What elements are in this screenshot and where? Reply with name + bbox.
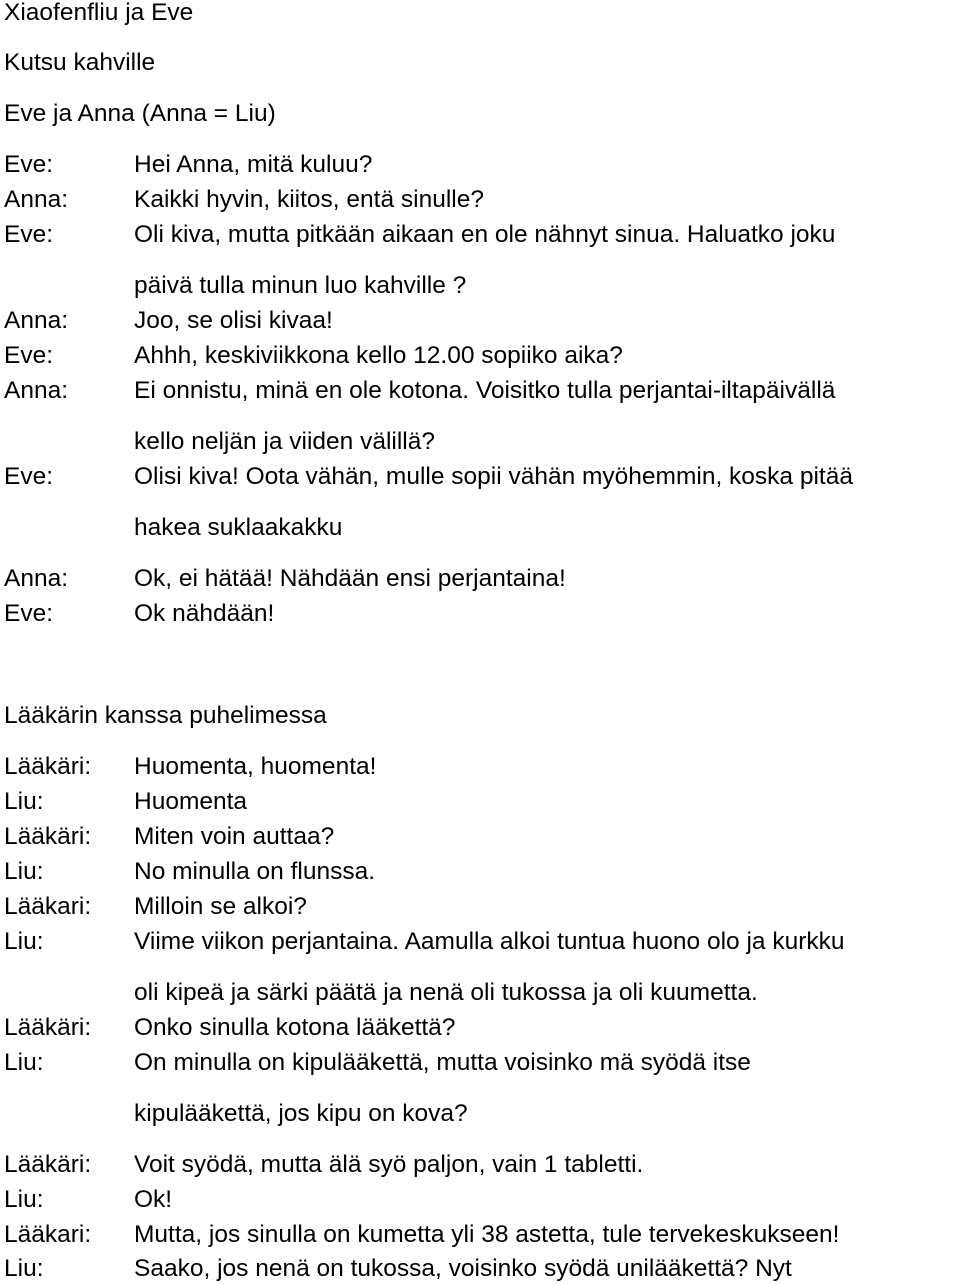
utterance-text: No minulla on flunssa. xyxy=(134,858,376,885)
speaker-label: Liu: xyxy=(4,1186,44,1213)
participants-line: Eve ja Anna (Anna = Liu) xyxy=(4,100,276,127)
utterance-text: Joo, se olisi kivaa! xyxy=(134,307,333,334)
utterance-text: Onko sinulla kotona lääkettä? xyxy=(134,1014,456,1041)
speaker-label: Liu: xyxy=(4,1049,44,1076)
speaker-label: Liu: xyxy=(4,858,44,885)
speaker-label: Eve: xyxy=(4,463,54,490)
utterance-text: Ok, ei hätää! Nähdään ensi perjantaina! xyxy=(134,565,566,592)
utterance-text: Kaikki hyvin, kiitos, entä sinulle? xyxy=(134,186,484,213)
utterance-continuation: oli kipeä ja särki päätä ja nenä oli tukossa ja oli kuumetta. xyxy=(134,979,758,1006)
utterance-text: Olisi kiva! Oota vähän, mulle sopii vähän myöhemmin, koska pitää xyxy=(134,463,853,490)
utterance-text: Huomenta, huomenta! xyxy=(134,753,377,780)
speaker-label: Liu: xyxy=(4,1255,44,1282)
utterance-text: Voit syödä, mutta älä syö paljon, vain 1 tabletti. xyxy=(134,1151,644,1178)
section-heading-coffee: Kutsu kahville xyxy=(4,49,156,76)
speaker-label: Eve: xyxy=(4,600,54,627)
utterance-continuation: hakea suklaakakku xyxy=(134,514,343,541)
speaker-label: Lääkari: xyxy=(4,893,92,920)
utterance-text: Saako, jos nenä on tukossa, voisinko syödä unilääkettä? Nyt xyxy=(134,1255,792,1282)
utterance-text: Ok nähdään! xyxy=(134,600,275,627)
utterance-text: Huomenta xyxy=(134,788,248,815)
utterance-text: Ok! xyxy=(134,1186,173,1213)
speaker-label: Anna: xyxy=(4,377,69,404)
speaker-label: Lääkäri: xyxy=(4,1151,92,1178)
speaker-label: Lääkäri: xyxy=(4,753,92,780)
utterance-continuation: kipulääkettä, jos kipu on kova? xyxy=(134,1100,468,1127)
utterance-text: Mutta, jos sinulla on kumetta yli 38 astetta, tule tervekeskukseen! xyxy=(134,1221,840,1248)
utterance-text: On minulla on kipulääkettä, mutta voisinko mä syödä itse xyxy=(134,1049,751,1076)
speaker-label: Anna: xyxy=(4,307,69,334)
section-heading-doctor-call: Lääkärin kanssa puhelimessa xyxy=(4,702,327,729)
utterance-text: Milloin se alkoi? xyxy=(134,893,307,920)
utterance-text: Oli kiva, mutta pitkään aikaan en ole nähnyt sinua. Haluatko joku xyxy=(134,221,836,248)
speaker-label: Eve: xyxy=(4,151,54,178)
utterance-text: Ahhh, keskiviikkona kello 12.00 sopiiko aika? xyxy=(134,342,623,369)
speaker-label: Anna: xyxy=(4,565,69,592)
utterance-text: Miten voin auttaa? xyxy=(134,823,335,850)
utterance-text: Hei Anna, mitä kuluu? xyxy=(134,151,373,178)
speaker-label: Eve: xyxy=(4,221,54,248)
utterance-text: Viime viikon perjantaina. Aamulla alkoi tuntua huono olo ja kurkku xyxy=(134,928,845,955)
speaker-label: Lääkari: xyxy=(4,1221,92,1248)
utterance-continuation: päivä tulla minun luo kahville ? xyxy=(134,272,467,299)
utterance-text: Ei onnistu, minä en ole kotona. Voisitko tulla perjantai-iltapäivällä xyxy=(134,377,836,404)
document-title: Xiaofenfliu ja Eve xyxy=(4,0,194,26)
speaker-label: Anna: xyxy=(4,186,69,213)
speaker-label: Liu: xyxy=(4,928,44,955)
speaker-label: Lääkäri: xyxy=(4,1014,92,1041)
speaker-label: Lääkäri: xyxy=(4,823,92,850)
utterance-continuation: kello neljän ja viiden välillä? xyxy=(134,428,435,455)
speaker-label: Liu: xyxy=(4,788,44,815)
speaker-label: Eve: xyxy=(4,342,54,369)
